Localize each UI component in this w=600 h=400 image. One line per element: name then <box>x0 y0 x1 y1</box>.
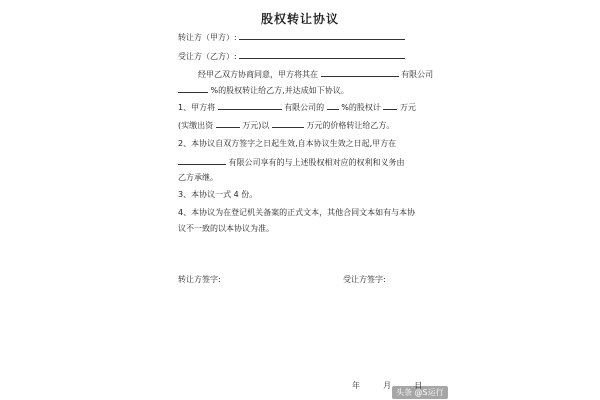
watermark-badge: 头条 @S运行 <box>392 386 448 399</box>
signature-b <box>343 275 386 285</box>
clause-1-text-6: 万元)以 <box>242 121 270 130</box>
intro-line-1 <box>198 68 433 80</box>
party-a-line <box>178 31 405 43</box>
clause-2-line-3 <box>178 173 218 183</box>
date-month: 月 <box>383 381 392 390</box>
intro-percent-blank <box>178 84 208 93</box>
date-day: 日 <box>414 381 423 390</box>
party-a-label: 转让方（甲方）: <box>178 33 237 42</box>
party-a-blank <box>239 31 405 40</box>
clause-1-text-4: 万元 <box>399 103 416 112</box>
intro-company-blank <box>321 68 399 77</box>
party-b-line <box>178 50 405 62</box>
clause-2-text-3: 乙方承继。 <box>178 173 218 182</box>
clause-1-paid-blank <box>216 119 240 128</box>
signature-a <box>178 275 221 285</box>
clause-1-text-2: 有限公司的 <box>284 103 325 112</box>
intro-text-3: %的股权转让给乙方,并达成如下协议。 <box>210 86 349 95</box>
document-title: 股权转让协议 <box>260 12 339 26</box>
party-b-label: 受让方（乙方）: <box>178 52 237 61</box>
clause-2-company-blank <box>178 156 226 165</box>
clause-1-line-2 <box>178 119 394 131</box>
clause-3-text: 3、本协议一式 4 份。 <box>178 190 258 199</box>
clause-1-percent-blank <box>327 101 339 110</box>
clause-1-text-1: 1、甲方将 <box>178 103 216 112</box>
clause-1-text-7: 万元的价格转让给乙方。 <box>306 121 395 130</box>
clause-1-company-blank <box>218 101 282 110</box>
clause-2-line-1 <box>178 139 396 149</box>
clause-4-line-2 <box>178 224 274 234</box>
intro-line-2 <box>178 84 349 96</box>
clause-4-text-2: 议不一致的以本协议为准。 <box>178 224 274 233</box>
clause-1-price-blank <box>272 119 304 128</box>
date-year: 年 <box>352 381 360 390</box>
clause-4-line-1 <box>178 208 415 218</box>
clause-1-amount-blank <box>383 101 397 110</box>
clause-2-text-1: 2、本协议自双方签字之日起生效,自本协议生效之日起,甲方在 <box>178 139 397 148</box>
signature-a-label: 转让方签字: <box>178 275 221 284</box>
clause-1-text-5: (实缴出资 <box>178 121 214 130</box>
intro-text-2: 有限公司 <box>401 70 434 79</box>
clause-2-text-2: 有限公司享有的与上述股权相对应的权利和义务由 <box>228 158 405 167</box>
clause-4-text-1: 4、本协议为在登记机关备案的正式文本，其他合同文本如有与本协 <box>178 208 416 217</box>
clause-3-line <box>178 190 257 200</box>
clause-2-line-2 <box>178 156 405 168</box>
party-b-blank <box>239 50 405 59</box>
signature-b-label: 受让方签字: <box>343 275 386 284</box>
clause-1-text-3: %的股权计 <box>341 103 381 112</box>
intro-text-1: 经甲乙双方协商同意，甲方将其在 <box>198 70 318 79</box>
clause-1-line-1 <box>178 101 416 113</box>
